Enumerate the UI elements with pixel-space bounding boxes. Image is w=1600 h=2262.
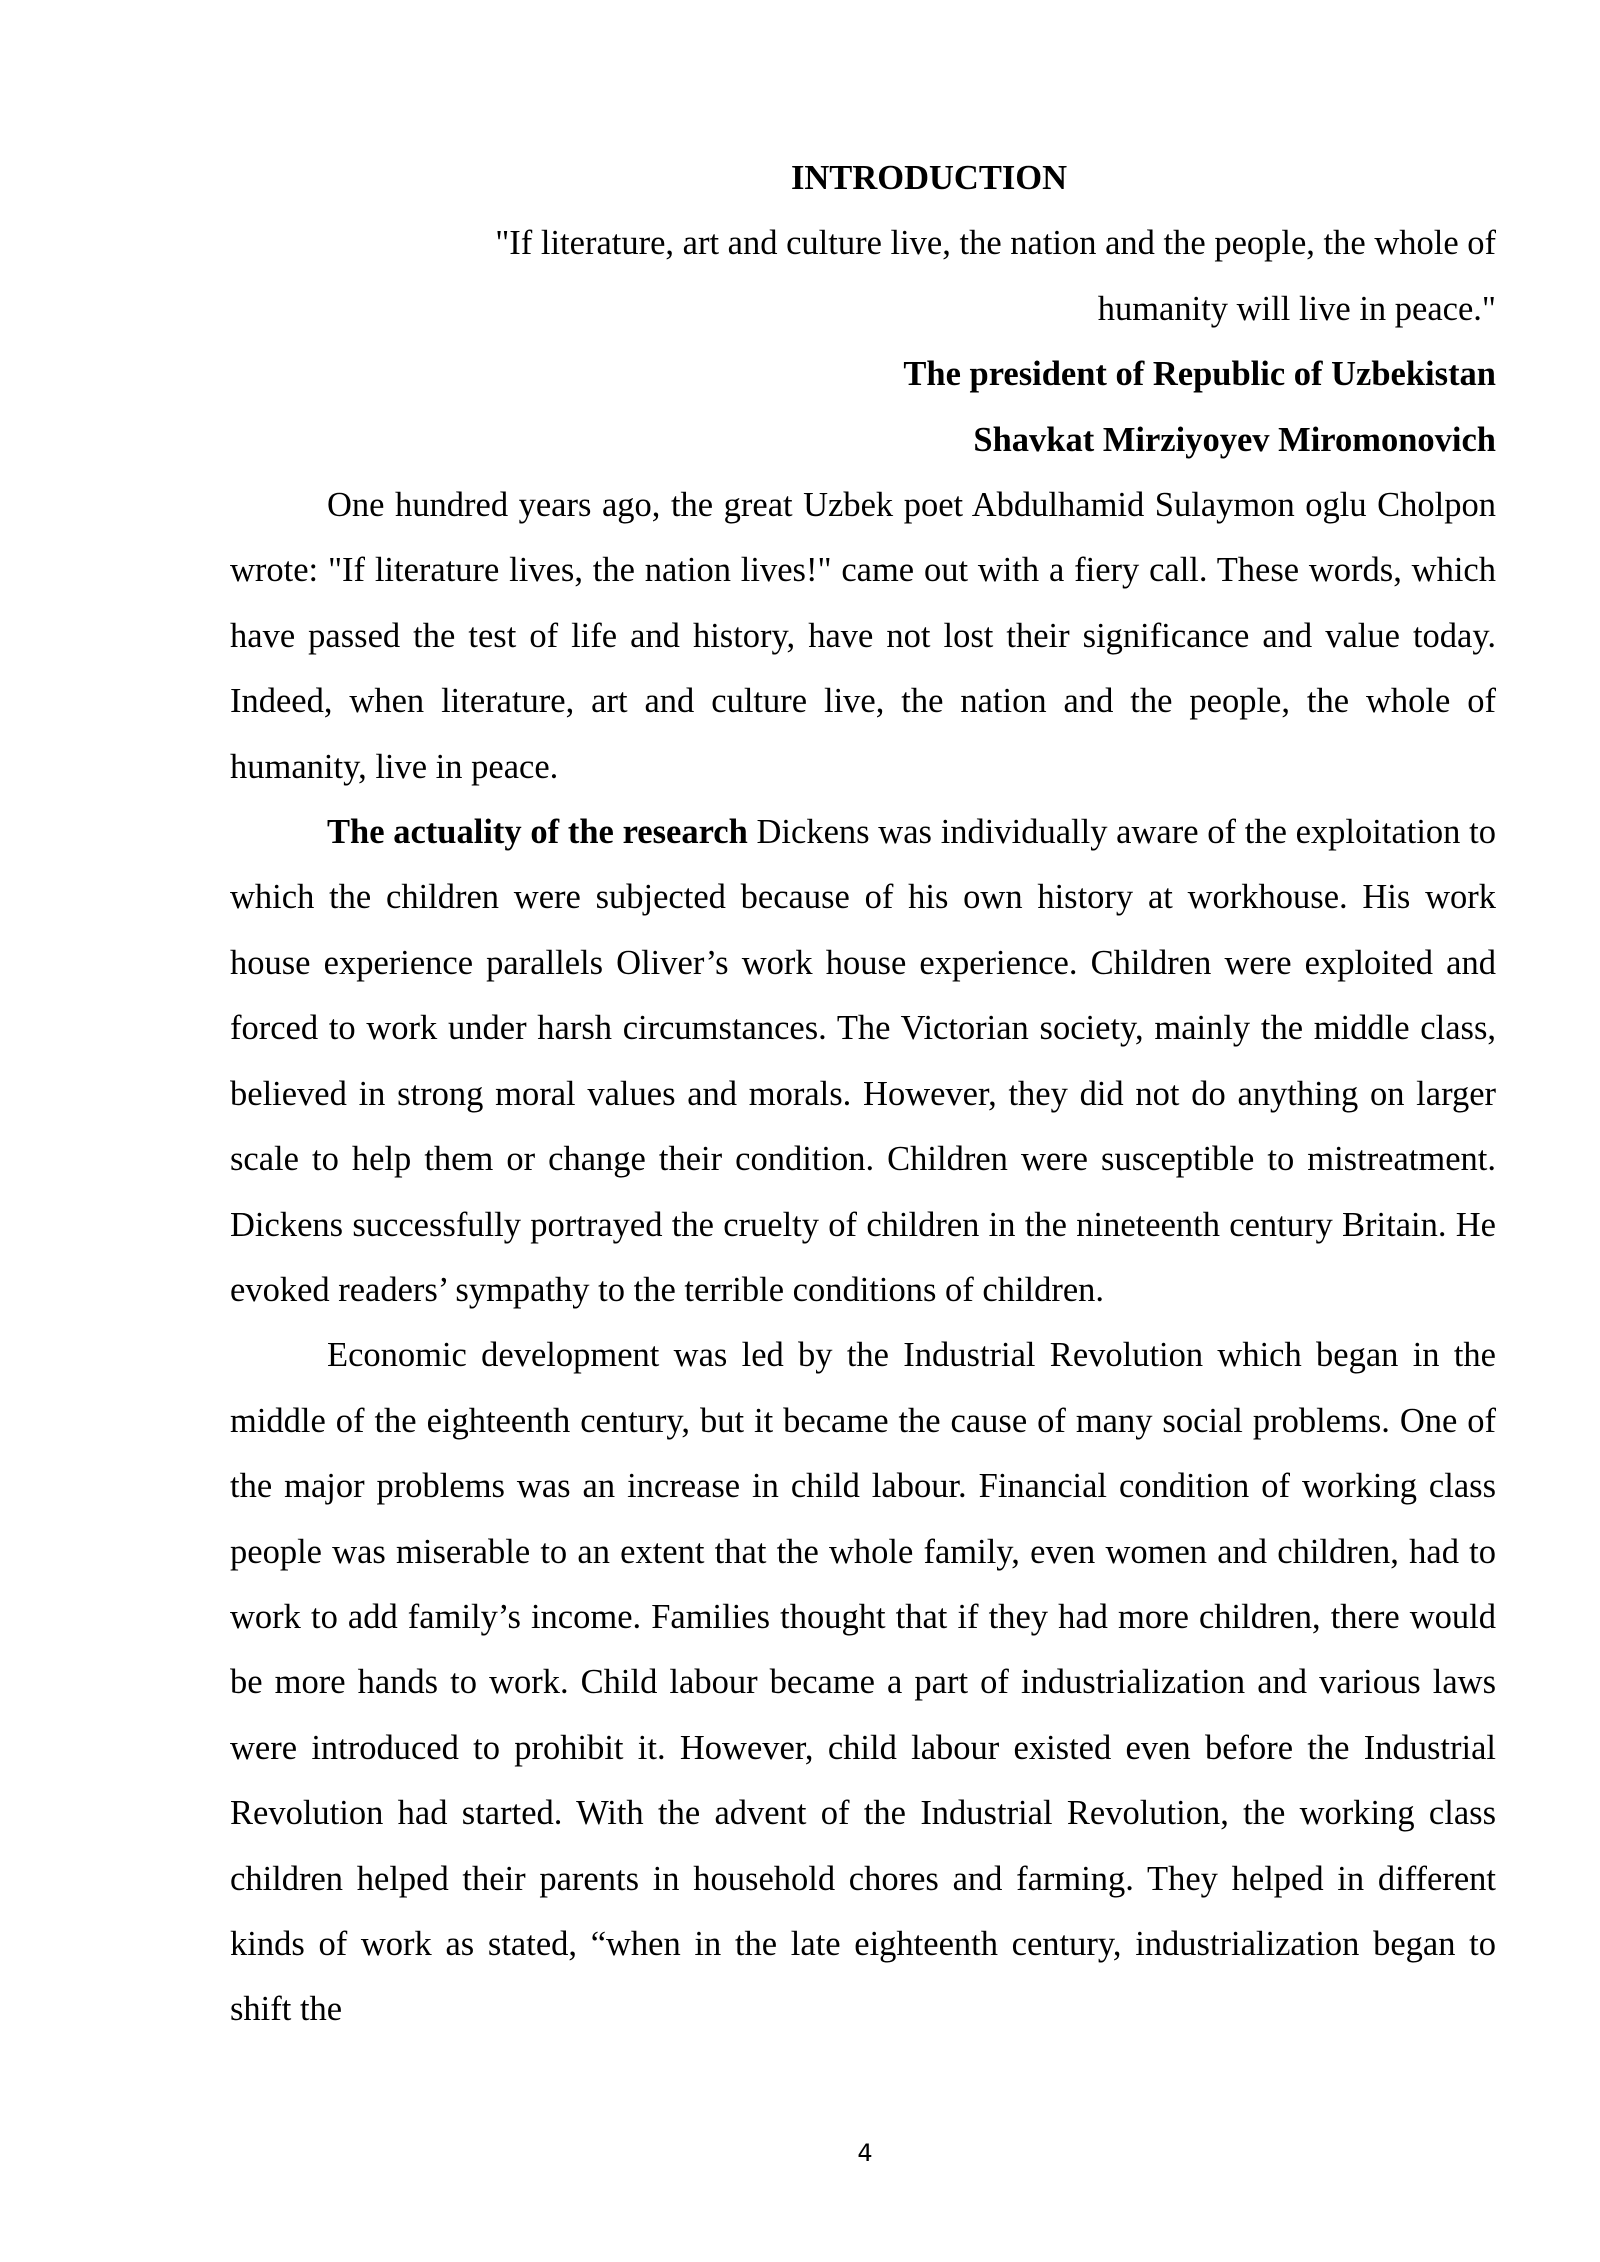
- epigraph-author-name: Shavkat Mirziyoyev Miromonovich: [973, 420, 1496, 459]
- page-content: [230, 146, 1496, 2043]
- paragraph-text: One hundred years ago, the great Uzbek poet Abdulhamid Sulaymon oglu Cholpon wrote: "If literature lives, the nation lives!" came out with a fiery call. These words, which have passed the test of life and history, have not lost their significance and value today. Indeed, when literature, art and culture live, the nation and the people, the whole of humanity, live in peace.: [230, 486, 1496, 786]
- paragraph-lead-bold: The actuality of the research: [327, 813, 748, 852]
- section-heading: INTRODUCTION: [790, 159, 1068, 197]
- paragraph-text: Economic development was led by the Industrial Revolution which began in the middle of the eighteenth century, but it became the cause of many social problems. One of the major problems was an increase in child labour. Financial condition of working class people was miserable to an extent that the whole family, even women and children, had to work to add family’s income. Families thought that if they had more children, there would be more hands to work. Child labour became a part of industrialization and various laws were introduced to prohibit it. However, child labour existed even before the Industrial Revolution had started. With the advent of the Industrial Revolution, the working class children helped their parents in household chores and farming. They helped in different kinds of work as stated, “when in the late eighteenth century, industrialization began to shift the: [230, 1336, 1496, 2029]
- epigraph-quote: "If literature, art and culture live, the nation and the people, the whole of humanity will live in peace.": [495, 224, 1496, 328]
- page-number: 4: [857, 2139, 873, 2167]
- body-paragraph: [230, 1323, 1496, 2042]
- body-paragraph: [230, 473, 1496, 800]
- epigraph-author-title: The president of Republic of Uzbekistan: [903, 355, 1496, 394]
- body-paragraph: [230, 800, 1496, 1323]
- paragraph-text: Dickens was individually aware of the exploitation to which the children were subjected because of his own history at workhouse. His work house experience parallels Oliver’s work house experience. Children were exploited and forced to work under harsh circumstances. The Victorian society, mainly the middle class, believed in strong moral values and morals. However, they did not do anything on larger scale to help them or change their condition. Children were susceptible to mistreatment. Dickens successfully portrayed the cruelty of children in the nineteenth century Britain. He evoked readers’ sympathy to the terrible conditions of children.: [230, 813, 1496, 1309]
